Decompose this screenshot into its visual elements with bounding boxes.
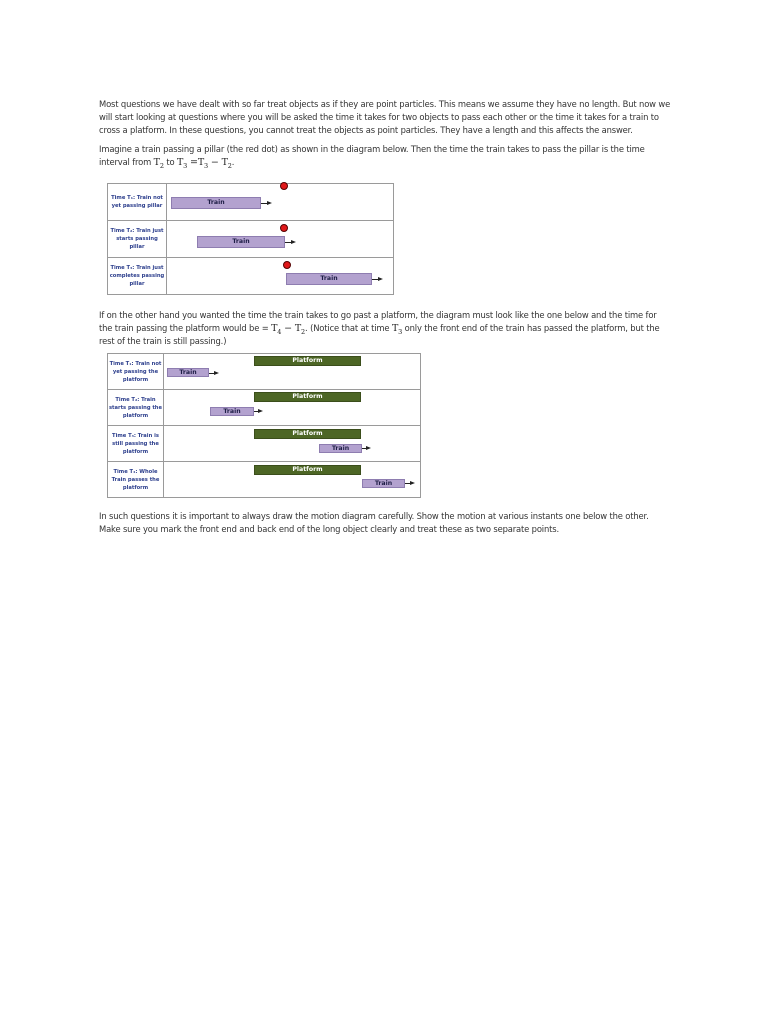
- diagram-row: [108, 354, 421, 390]
- math-t3: $T_3$: [391, 323, 403, 336]
- row-label: Time T₂: Train just starts passing pillar: [108, 221, 167, 258]
- pillar-dot: [280, 182, 288, 190]
- text-run: Imagine a train passing a pillar (the red dot) as shown in the diagram below. Then the time the train takes to pass the pillar is the time interval from: [99, 144, 645, 167]
- platform-diagram: [107, 353, 421, 498]
- platform-paragraph: [99, 309, 671, 348]
- pillar-diagram: [107, 183, 394, 295]
- direction-arrow: [372, 279, 379, 280]
- text-run: only the front end of the train has passed the platform, but the rest of the train is still passing.): [99, 323, 660, 346]
- row-label: Time T₃: Train is still passing the platform: [108, 426, 164, 462]
- diagram-row: [108, 390, 421, 426]
- row-lane: [164, 426, 421, 462]
- direction-arrow: [362, 448, 367, 449]
- platform-bar: Platform: [254, 465, 361, 475]
- text-run: If on the other hand you wanted the time the train takes to go past a platform, the diagram must look like the one below and the time for the train passing the platform would be =: [99, 310, 657, 333]
- row-lane: [164, 390, 421, 426]
- diagram-row: [108, 426, 421, 462]
- platform-bar: Platform: [254, 392, 361, 402]
- train-bar: Train: [210, 407, 254, 416]
- direction-arrow: [254, 411, 259, 412]
- train-bar: Train: [286, 273, 372, 285]
- row-lane: [167, 184, 394, 221]
- pillar-paragraph: [99, 143, 671, 169]
- math-t2: $T_2$: [153, 157, 164, 170]
- text-run: to: [163, 157, 177, 167]
- diagram-row: [108, 221, 394, 258]
- train-bar: Train: [171, 197, 261, 209]
- pillar-dot: [280, 224, 288, 232]
- train-bar: Train: [197, 236, 285, 248]
- row-label: Time T₄: Whole Train passes the platform: [108, 462, 164, 498]
- platform-bar: Platform: [254, 356, 361, 366]
- row-label: Time T₂: Train starts passing the platform: [108, 390, 164, 426]
- train-bar: Train: [362, 479, 405, 488]
- train-bar: Train: [319, 444, 362, 453]
- row-label: Time T₁: Train not yet passing the platform: [108, 354, 164, 390]
- row-label: Time T₃: Train just completes passing pillar: [108, 258, 167, 295]
- diagram-row: [108, 184, 394, 221]
- direction-arrow: [261, 203, 268, 204]
- train-bar: Train: [167, 368, 209, 377]
- row-lane: [167, 221, 394, 258]
- closing-paragraph: In such questions it is important to always draw the motion diagram carefully. Show the motion at various instants one below the other. Make sure you mark the front end and back end of the long object clearly and treat these as two separate points.: [99, 511, 649, 534]
- row-label: Time T₁: Train not yet passing pillar: [108, 184, 167, 221]
- diagram-row: [108, 258, 394, 295]
- text-run: .: [231, 157, 235, 167]
- row-lane: [164, 462, 421, 498]
- row-lane: [164, 354, 421, 390]
- diagram-row: [108, 462, 421, 498]
- math-t3: $T_3 =T_3 - T_2$: [176, 157, 232, 170]
- direction-arrow: [405, 483, 411, 484]
- pillar-dot: [283, 261, 291, 269]
- document-page: [99, 98, 671, 536]
- direction-arrow: [209, 373, 215, 374]
- text-run: . (Notice that at time: [305, 323, 392, 333]
- row-lane: [167, 258, 394, 295]
- math-t4-minus-t2: $T_4 - T_2$: [271, 323, 306, 336]
- direction-arrow: [285, 242, 292, 243]
- intro-paragraph: Most questions we have dealt with so far treat objects as if they are point particles. This means we assume they have no length. But now we will start looking at questions where you will be asked the time it takes for two objects to pass each other or the time it takes for a train to cross a platform. In these questions, you cannot treat the objects as point particles. They have a length and this affects the answer.: [99, 99, 671, 135]
- platform-bar: Platform: [254, 429, 361, 439]
